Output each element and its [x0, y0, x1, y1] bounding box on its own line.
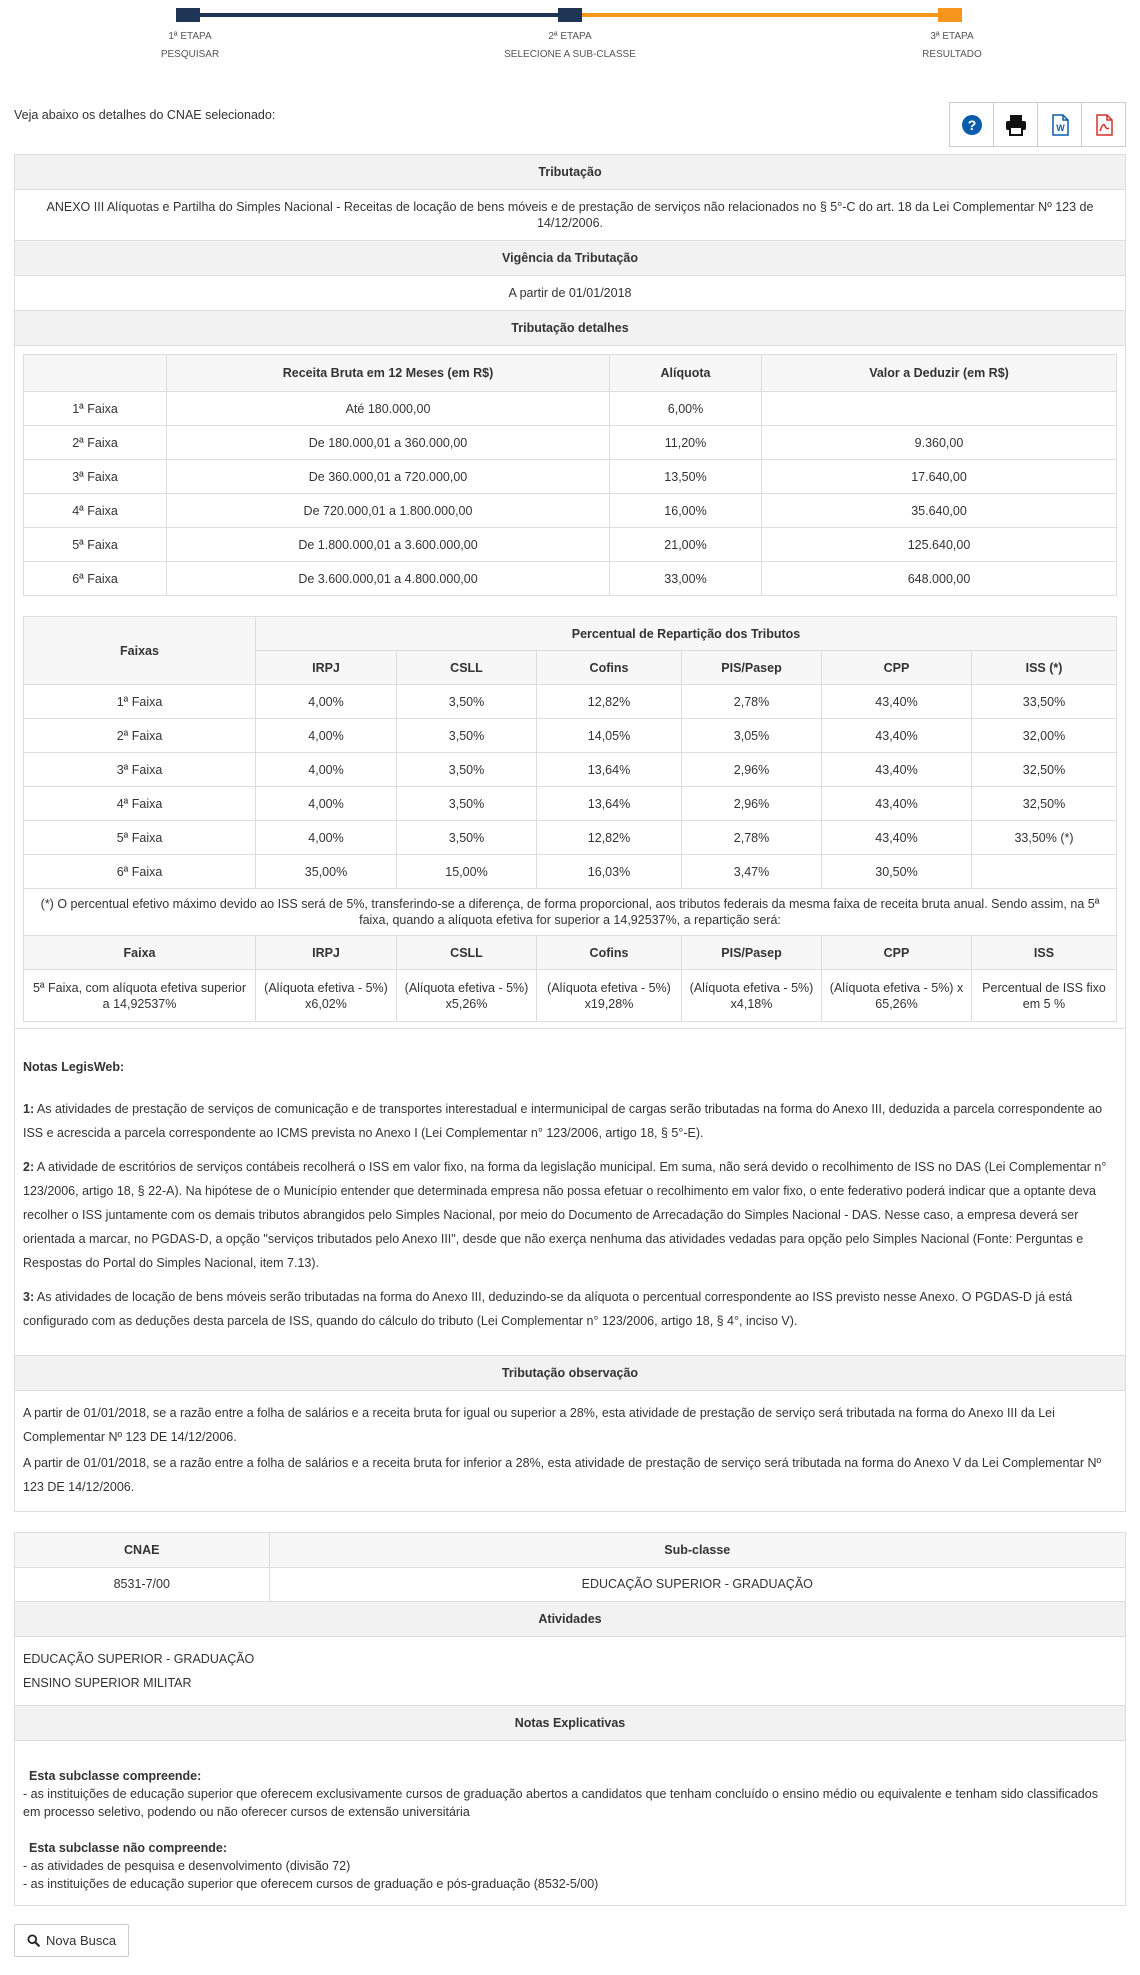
step-3-marker: [938, 8, 962, 22]
help-icon: [960, 113, 984, 137]
table-header-row: Receita Bruta em 12 Meses (em R$) Alíquota Valor a Deduzir (em R$): [24, 355, 1117, 392]
table-row: 3ª Faixa De 360.000,01 a 720.000,00 13,50% 17.640,00: [24, 460, 1117, 494]
table-row: 5ª Faixa, com alíquota efetiva superior a 14,92537% (Alíquota efetiva - 5%) x6,02% (Alíquota efetiva - 5%) x5,26% (Alíquota efetiva - 5%) x19,28% (Alíquota efetiva - 5%) x4,18% (Alíquota efetiva - 5%) x 65,26% Percentual de ISS fixo em 5 %: [24, 970, 1117, 1022]
nao-compreende-title: Esta subclasse não compreende:: [29, 1840, 227, 1855]
cnae-panel: [14, 1532, 1126, 1906]
step-2-label[interactable]: 2ª ETAPA SELECIONE A SUB-CLASSE: [504, 31, 636, 60]
intro-text: Veja abaixo os detalhes do CNAE selecionado:: [14, 108, 276, 122]
search-icon: [27, 1934, 40, 1947]
list-item: - as instituições de educação superior que oferecem cursos de graduação e pós-graduação (8532-5/00): [23, 1876, 599, 1891]
table-row: 5ª Faixa 4,00% 3,50% 12,82% 2,78% 43,40% 33,50% (*): [24, 821, 1117, 855]
table-row: 6ª Faixa 35,00% 15,00% 16,03% 3,47% 30,50%: [24, 855, 1117, 889]
pdf-export-button[interactable]: [1081, 102, 1126, 147]
list-item: - as atividades de pesquisa e desenvolvimento (divisão 72): [23, 1858, 351, 1873]
table-header-row: Faixas Percentual de Repartição dos Tributos: [24, 617, 1117, 651]
nova-busca-button[interactable]: [14, 1924, 129, 1957]
table-row: 2ª Faixa 4,00% 3,50% 14,05% 3,05% 43,40% 32,00%: [24, 719, 1117, 753]
list-item: EDUCAÇÃO SUPERIOR - GRADUAÇÃO: [23, 1651, 255, 1666]
cnae-table: [15, 1533, 1125, 1602]
table-row: 4ª Faixa 4,00% 3,50% 13,64% 2,96% 43,40% 32,50%: [24, 787, 1117, 821]
table-header-row: CNAE Sub-classe: [15, 1533, 1125, 1567]
nova-busca-label: Nova Busca: [46, 1932, 117, 1948]
nota-item: 1: As atividades de prestação de serviços de comunicação e de transportes interestadual e intermunicipal de cargas serão tributadas na forma do Anexo III, deduzida a parcela correspondente ao ISS e acrescida a parcela correspondente ao ICMS prevista no Anexo I (Lei Complementar n° 123/2006, artigo 18, § 5°-E).: [23, 1102, 1103, 1140]
print-button[interactable]: [993, 102, 1038, 147]
table-row: [15, 1567, 1125, 1601]
nota-item: 2: A atividade de escritórios de serviços contábeis recolherá o ISS em valor fixo, na forma da legislação municipal. Em suma, não será devido o recolhimento de ISS no DAS (Lei Complementar n° 123/2006, artigo 18, § 22-A). Na hipótese de o Município entender que determinada empresa não possa efetuar o recolhimento em valor fixo, o ente federativo poderá indicar que a optante deva recolher o ISS juntamente com os demais tributos abrangidos pelo Simples Nacional, por meio do Documento de Arrecadação do Simples Nacional - DAS. Nesse caso, a empresa deverá ser orientada a marcar, no PGDAS-D, a opção "serviços tributados pelo Anexo III", desde que não exerça nenhuma das atividades vedadas para opção pelo Simples Nacional (Fonte: Perguntas e Respostas do Portal do Simples Nacional, item 7.13).: [23, 1160, 1107, 1270]
vigencia-text: A partir de 01/01/2018: [15, 276, 1125, 311]
tributacao-text: ANEXO III Alíquotas e Partilha do Simples Nacional - Receitas de locação de bens móveis e de prestação de serviços não relacionados no § 5°-C do art. 18 da Lei Complementar Nº 123 de 14/12/2006.: [15, 190, 1125, 241]
tributacao-header: Tributação: [15, 155, 1125, 190]
action-toolbar: [950, 102, 1126, 147]
iss-note: (*) O percentual efetivo máximo devido ao ISS será de 5%, transferindo-se a diferença, de forma proporcional, aos tributos federais da mesma faixa de receita bruta anual. Sendo assim, na 5ª faixa, quando a alíquota efetiva for superior a 14,92537%, a repartição será:: [24, 889, 1117, 936]
detalhes-header: Tributação detalhes: [15, 311, 1125, 346]
table-row: 3ª Faixa 4,00% 3,50% 13,64% 2,96% 43,40% 32,50%: [24, 753, 1117, 787]
nota-item: 3: As atividades de locação de bens móveis serão tributadas na forma do Anexo III, deduzindo-se da alíquota o percentual correspondente ao ISS previsto nesse Anexo. O PGDAS-D já está configurado com as deduções desta parcela de ISS, quando do cálculo do tributo (Lei Complementar n° 123/2006, artigo 18, § 4°, inciso V).: [23, 1290, 1073, 1328]
observacao-text: A partir de 01/01/2018, se a razão entre a folha de salários e a receita bruta for igual ou superior a 28%, esta atividade de prestação de serviço será tributada na forma do Anexo III da Lei Complementar Nº 123 DE 14/12/2006. A partir de 01/01/2018, se a razão entre a folha de salários e a receita bruta for inferior a 28%, esta atividade de prestação de serviço será tributada na forma do Anexo V da Lei Complementar Nº 123 DE 14/12/2006.: [23, 1406, 1102, 1494]
step-1-marker: [176, 8, 200, 22]
table-row: 2ª Faixa De 180.000,01 a 360.000,00 11,20% 9.360,00: [24, 426, 1117, 460]
intro-row: [0, 84, 1140, 154]
iss-note-row: [24, 889, 1117, 936]
notas-explicativas: [15, 1741, 1125, 1905]
help-button[interactable]: [949, 102, 994, 147]
cnae-code: 8531-7/00: [15, 1567, 269, 1601]
progress-stepper: [0, 0, 1140, 84]
observacao-header: Tributação observação: [15, 1356, 1125, 1391]
compreende-title: Esta subclasse compreende:: [29, 1768, 202, 1783]
svg-text:W: W: [1055, 122, 1065, 133]
table-header-row: Faixa IRPJ CSLL Cofins PIS/Pasep CPP ISS: [24, 936, 1117, 970]
stepper-line-active: [570, 13, 950, 17]
tributacao-panel: [14, 154, 1126, 1512]
table-header-row: IRPJ CSLL Cofins PIS/Pasep CPP ISS (*): [24, 651, 1117, 685]
stepper-line-done: [188, 13, 570, 17]
table-row: 1ª Faixa 4,00% 3,50% 12,82% 2,78% 43,40% 33,50%: [24, 685, 1117, 719]
svg-text:?: ?: [967, 116, 976, 133]
table-row: 6ª Faixa De 3.600.000,01 a 4.800.000,00 33,00% 648.000,00: [24, 562, 1117, 596]
notas-legisweb: [15, 1029, 1125, 1356]
reparticao-table: [23, 616, 1117, 1022]
notas-explicativas-header: Notas Explicativas: [15, 1706, 1125, 1741]
print-icon: [1004, 113, 1028, 137]
vigencia-header: Vigência da Tributação: [15, 241, 1125, 276]
pdf-icon: [1092, 113, 1116, 137]
atividades-list: [15, 1637, 1125, 1706]
step-3-label: 3ª ETAPA RESULTADO: [922, 31, 982, 60]
notas-title: Notas LegisWeb:: [23, 1060, 125, 1074]
table-row: 4ª Faixa De 720.000,01 a 1.800.000,00 16,00% 35.640,00: [24, 494, 1117, 528]
list-item: ENSINO SUPERIOR MILITAR: [23, 1675, 192, 1690]
detalhes-tables: [15, 346, 1125, 1029]
table-row: 1ª Faixa Até 180.000,00 6,00%: [24, 392, 1117, 426]
list-item: - as instituições de educação superior que oferecem exclusivamente cursos de graduação abertos a candidatos que tenham concluído o ensino médio ou equivalente e tenham sido classificados em processo seletivo, podendo ou não oferecer cursos de extensão universitária: [23, 1786, 1098, 1819]
table-row: 5ª Faixa De 1.800.000,01 a 3.600.000,00 21,00% 125.640,00: [24, 528, 1117, 562]
atividades-header: Atividades: [15, 1602, 1125, 1637]
subclasse-name: EDUCAÇÃO SUPERIOR - GRADUAÇÃO: [269, 1567, 1125, 1601]
word-export-button[interactable]: [1037, 102, 1082, 147]
step-2-marker: [558, 8, 582, 22]
word-icon: [1048, 113, 1072, 137]
step-1-label[interactable]: 1ª ETAPA PESQUISAR: [160, 31, 220, 60]
faixas-table: [23, 354, 1117, 596]
